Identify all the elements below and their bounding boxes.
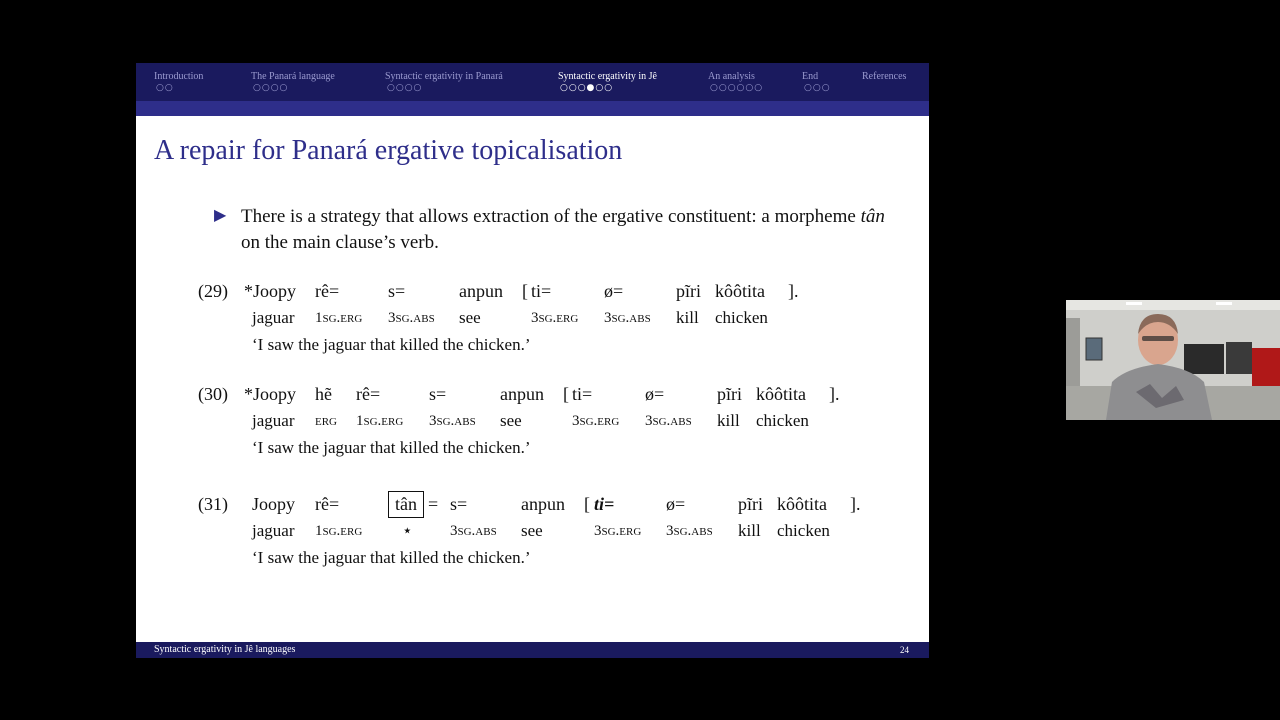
- example-gloss: see: [500, 411, 522, 430]
- nav-section-panara-language-dots[interactable]: ○○○○: [253, 83, 289, 93]
- slide-title: A repair for Panará ergative topicalisation: [154, 135, 623, 166]
- nav-section-references[interactable]: References: [862, 71, 907, 82]
- example-word: ø=: [666, 494, 686, 514]
- example-word: ti=: [594, 494, 615, 514]
- nav-section-syntactic-ergativity-je[interactable]: Syntactic ergativity in Jê: [558, 71, 657, 82]
- example-bracket: [: [522, 281, 528, 301]
- example-gloss: kill: [717, 411, 740, 430]
- example-translation: ‘I saw the jaguar that killed the chicken.’: [252, 438, 531, 457]
- example-gloss: see: [521, 521, 543, 540]
- example-word: kôôtita: [756, 384, 806, 404]
- example-word: pĩri: [738, 494, 763, 514]
- nav-section-syntactic-ergativity-panara[interactable]: Syntactic ergativity in Panará: [385, 71, 503, 82]
- nav-section-end[interactable]: End: [802, 71, 819, 82]
- example-word: pĩri: [676, 281, 701, 301]
- bullet-triangle-icon: ▶: [214, 205, 227, 224]
- example-translation: ‘I saw the jaguar that killed the chicken.’: [252, 548, 531, 567]
- example-gloss: 3sg.abs: [645, 413, 692, 429]
- example-word: rê=: [315, 494, 340, 514]
- example-gloss: 1sg.erg: [315, 310, 363, 326]
- example-gloss: chicken: [756, 411, 809, 430]
- bullet-text: [241, 204, 891, 256]
- example-word: kôôtita: [777, 494, 827, 514]
- example-word: anpun: [521, 494, 565, 514]
- example-word: hẽ: [315, 384, 332, 404]
- star-gloss-icon: ⋆: [402, 521, 413, 540]
- boxed-morpheme-tan: tân: [388, 491, 424, 518]
- example-gloss: 1sg.erg: [356, 413, 404, 429]
- example-word: ø=: [645, 384, 665, 404]
- footer-title: Syntactic ergativity in Jê languages: [154, 644, 296, 655]
- nav-section-an-analysis[interactable]: An analysis: [708, 71, 755, 82]
- nav-section-end-dots[interactable]: ○○○: [804, 83, 831, 93]
- example-gloss: jaguar: [252, 521, 295, 540]
- presentation-slide: [136, 63, 929, 658]
- example-word: ti=: [531, 281, 552, 301]
- example-gloss: erg: [315, 413, 337, 429]
- slide-footer: [136, 642, 929, 658]
- example-gloss: 3sg.abs: [429, 413, 476, 429]
- example-word: ti=: [572, 384, 593, 404]
- nav-section-syntactic-ergativity-panara-dots[interactable]: ○○○○: [387, 83, 423, 93]
- example-word: =: [428, 494, 439, 514]
- example-bracket: ].: [850, 494, 861, 514]
- example-gloss: 3sg.erg: [531, 310, 579, 326]
- example-gloss: 3sg.abs: [388, 310, 435, 326]
- example-gloss: 3sg.erg: [572, 413, 620, 429]
- nav-section-introduction-dots[interactable]: ○○: [156, 83, 174, 93]
- presenter-webcam-video[interactable]: [1066, 300, 1280, 420]
- example-bracket: [: [563, 384, 569, 404]
- example-gloss: chicken: [777, 521, 830, 540]
- example-word: s=: [429, 384, 447, 404]
- section-navigation-bar: [136, 63, 929, 101]
- example-gloss: jaguar: [252, 308, 295, 327]
- example-word: pĩri: [717, 384, 742, 404]
- bullet-text-after: on the main clause’s verb.: [241, 232, 439, 253]
- nav-section-introduction[interactable]: Introduction: [154, 71, 204, 82]
- example-gloss: see: [459, 308, 481, 327]
- example-translation: ‘I saw the jaguar that killed the chicken.’: [252, 335, 531, 354]
- example-word: kôôtita: [715, 281, 765, 301]
- navigation-subbar: [136, 101, 929, 116]
- example-gloss: 1sg.erg: [315, 523, 363, 539]
- bullet-text-before: There is a strategy that allows extraction of the ergative constituent: a morpheme: [241, 206, 861, 227]
- page-number: 24: [900, 645, 909, 655]
- nav-section-syntactic-ergativity-je-dots[interactable]: ○○○●○○: [560, 83, 614, 93]
- example-gloss: 3sg.abs: [666, 523, 713, 539]
- example-gloss: jaguar: [252, 411, 295, 430]
- example-bracket: [: [584, 494, 590, 514]
- example-number: (31): [198, 494, 228, 514]
- example-word: rê=: [315, 281, 340, 301]
- example-gloss: 3sg.abs: [450, 523, 497, 539]
- example-number: (30): [198, 384, 228, 404]
- example-word: s=: [388, 281, 406, 301]
- example-word: Joopy: [252, 494, 296, 514]
- example-gloss: 3sg.abs: [604, 310, 651, 326]
- example-gloss: kill: [738, 521, 761, 540]
- nav-section-panara-language[interactable]: The Panará language: [251, 71, 335, 82]
- bullet-text-italic: tân: [860, 206, 885, 227]
- example-word: rê=: [356, 384, 381, 404]
- nav-section-an-analysis-dots[interactable]: ○○○○○○: [710, 83, 764, 93]
- example-word: *Joopy: [244, 281, 297, 301]
- example-gloss: kill: [676, 308, 699, 327]
- example-word: ø=: [604, 281, 624, 301]
- example-gloss: chicken: [715, 308, 768, 327]
- example-gloss: 3sg.erg: [594, 523, 642, 539]
- example-word: anpun: [500, 384, 544, 404]
- example-word: anpun: [459, 281, 503, 301]
- example-word: s=: [450, 494, 468, 514]
- example-bracket: ].: [788, 281, 799, 301]
- example-bracket: ].: [829, 384, 840, 404]
- example-word: *Joopy: [244, 384, 297, 404]
- presenter-video-frame: [1066, 300, 1280, 420]
- example-number: (29): [198, 281, 228, 301]
